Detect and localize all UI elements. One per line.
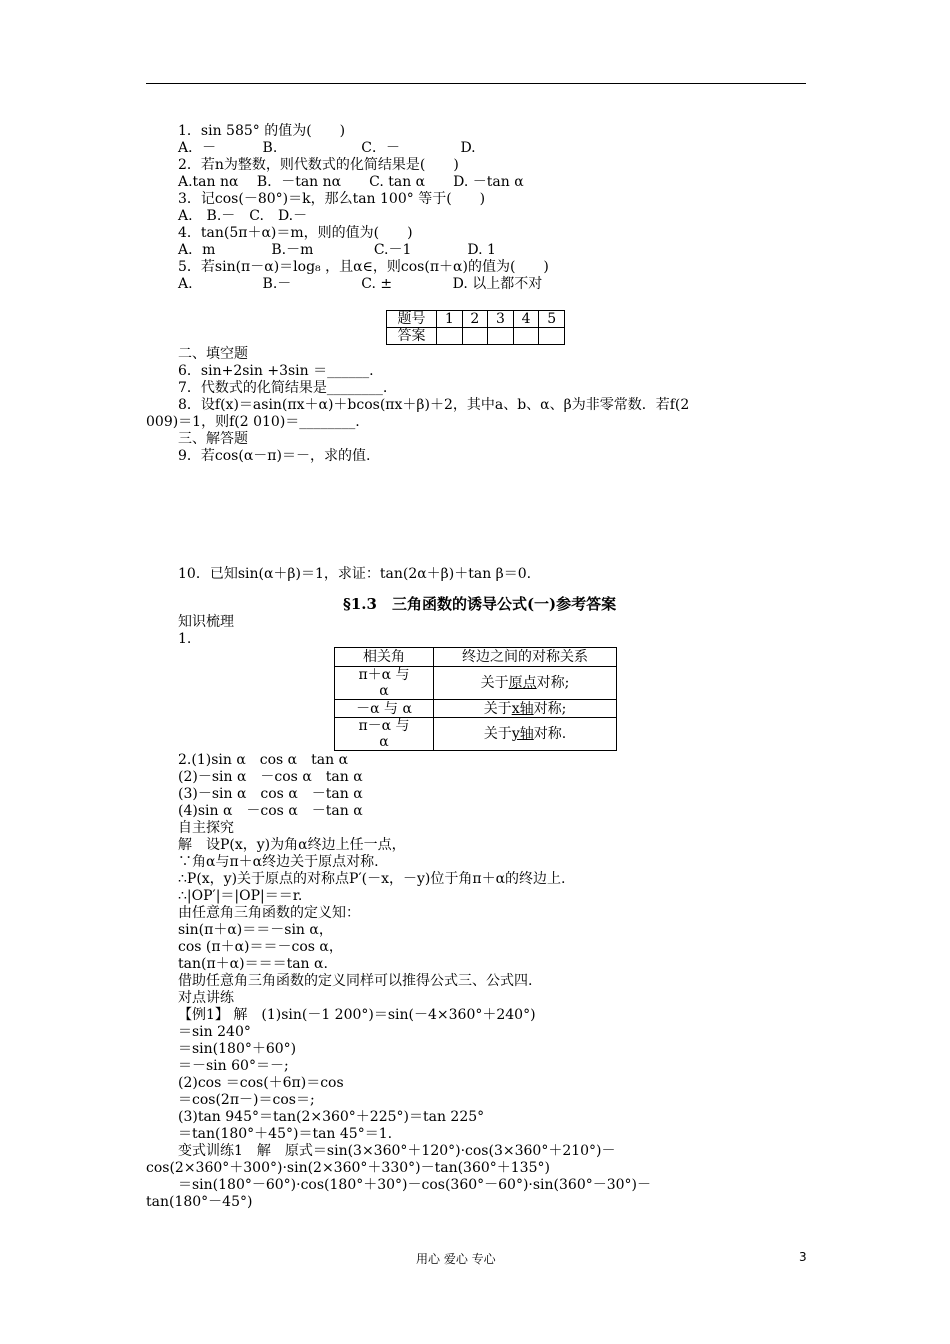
options-2: A.tan nα B．－tan nα C. tan α D. －tan α	[178, 174, 524, 190]
body-line: 自主探究	[178, 820, 234, 836]
body-line: ＝tan(180°＋45°)＝tan 45°＝1.	[178, 1126, 393, 1142]
relation-post: 对称;	[536, 675, 570, 691]
symmetry-angle	[335, 718, 434, 751]
symmetry-relation	[434, 667, 617, 700]
options-4: A．m B.－m C.－1 D. 1	[178, 242, 496, 258]
symmetry-relation	[434, 718, 617, 751]
body-line: ＝－sin 60°＝－;	[178, 1058, 289, 1074]
angle-line: π－α 与	[358, 718, 410, 734]
body-line: 2.(1)sin α cos α tan α	[178, 752, 349, 768]
body-line: cos (π＋α)＝＝－cos α，	[178, 939, 343, 955]
body-line: (3)tan 945°＝tan(2×360°＋225°)＝tan 225°	[178, 1109, 485, 1125]
options-1: A．－ B. C．－ D.	[178, 140, 476, 156]
relation-post: 对称;	[533, 700, 567, 717]
page-footer: 用心 爱心 专心	[416, 1252, 496, 1266]
answer-title: §1.3 三角函数的诱导公式(一)参考答案	[343, 595, 617, 613]
relation-key: x轴	[511, 700, 534, 717]
answer-table-cell: 1	[437, 311, 463, 328]
body-line: (2)cos ＝cos(＋6π)＝cos	[178, 1075, 344, 1091]
question-1: 1．sin 585° 的值为( )	[178, 123, 346, 139]
symmetry-header: 相关角	[335, 648, 434, 667]
answer-blank	[462, 328, 488, 345]
body-line: cos(2×360°＋300°)·sin(2×360°＋330°)－tan(360°＋135°)	[146, 1160, 550, 1176]
angle-line: α	[379, 734, 389, 750]
question-3: 3．记cos(－80°)＝k，那么tan 100° 等于( )	[178, 191, 486, 207]
question-8: 8．设f(x)＝asin(πx＋α)＋bcos(πx＋β)＋2，其中a、b、α、β为非零常数．若f(2	[178, 397, 690, 413]
relation-post: 对称.	[533, 726, 567, 742]
question-4: 4．tan(5π＋α)＝m，则的值为( )	[178, 225, 413, 241]
knowledge-item: 1.	[178, 631, 192, 647]
answer-table-cell: 5	[539, 311, 565, 328]
symmetry-angle	[335, 700, 434, 718]
section-heading: 三、解答题	[178, 431, 248, 447]
question-2: 2．若n为整数，则代数式的化简结果是( )	[178, 157, 459, 173]
body-line: ∴|OP′|＝|OP|＝＝r.	[178, 888, 303, 904]
symmetry-angle	[335, 667, 434, 700]
answer-table-cell: 题号	[387, 311, 437, 328]
body-line: ∴P(x，y)关于原点的对称点P′(－x，－y)位于角π＋α的终边上.	[178, 871, 566, 887]
body-line: (2)－sin α －cos α tan α	[178, 769, 363, 785]
body-line: 借助任意角三角函数的定义同样可以推得公式三、公式四.	[178, 973, 533, 989]
section-heading: 二、填空题	[178, 346, 248, 362]
body-line: tan(180°－45°)	[146, 1194, 253, 1210]
body-line: ＝sin(180°－60°)·cos(180°＋30°)－cos(360°－60°)·sin(360°－30°)－	[178, 1177, 652, 1193]
answer-blank	[437, 328, 463, 345]
answer-blank	[513, 328, 539, 345]
body-line: 变式训练1 解 原式＝sin(3×360°＋120°)·cos(3×360°＋210°)－	[178, 1143, 616, 1159]
body-line: 【例1】 解 (1)sin(－1 200°)＝sin(－4×360°＋240°)	[178, 1007, 536, 1023]
angle-line: －α 与 α	[356, 700, 412, 717]
options-5: A. B.－ C. ± D. 以上都不对	[178, 276, 543, 292]
body-line: ＝sin(180°＋60°)	[178, 1041, 297, 1057]
angle-line: α	[379, 683, 389, 699]
body-line: sin(π＋α)＝＝－sin α，	[178, 922, 333, 938]
symmetry-table	[334, 647, 617, 751]
answer-table-cell: 答案	[387, 328, 437, 345]
answer-table-cell: 2	[462, 311, 488, 328]
question-6: 6．sin+2sin +3sin ＝______.	[178, 363, 374, 379]
body-line: 对点讲练	[178, 990, 234, 1006]
answer-table	[386, 310, 565, 345]
body-line: ＝cos(2π－)＝cos＝;	[178, 1092, 315, 1108]
answer-blank	[488, 328, 514, 345]
options-3: A. B.－ C. D.－	[178, 208, 308, 224]
body-line: (3)－sin α cos α －tan α	[178, 786, 363, 802]
relation-pre: 关于	[483, 700, 512, 717]
header-rule	[146, 83, 806, 84]
question-5: 5．若sin(π－α)＝log₈ ，且α∈，则cos(π＋α)的值为( )	[178, 259, 549, 275]
body-line: ∵角α与π＋α终边关于原点对称.	[178, 854, 379, 870]
question-7: 7．代数式的化简结果是________.	[178, 380, 388, 396]
question-10: 10．已知sin(α＋β)＝1，求证：tan(2α＋β)＋tan β＝0.	[178, 566, 532, 582]
knowledge-heading: 知识梳理	[178, 614, 234, 630]
answer-blank	[539, 328, 565, 345]
body-line: 解 设P(x，y)为角α终边上任一点，	[178, 837, 406, 853]
symmetry-header: 终边之间的对称关系	[434, 648, 617, 667]
relation-pre: 关于	[480, 675, 509, 691]
relation-key: y轴	[511, 726, 534, 742]
relation-pre: 关于	[483, 726, 512, 742]
answer-table-cell: 3	[488, 311, 514, 328]
body-line: (4)sin α －cos α －tan α	[178, 803, 363, 819]
symmetry-relation	[434, 700, 617, 718]
question-8-cont: 009)＝1，则f(2 010)＝________.	[146, 414, 360, 430]
body-line: ＝sin 240°	[178, 1024, 251, 1040]
page-number: 3	[799, 1250, 807, 1264]
body-line: tan(π＋α)＝＝＝tan α.	[178, 956, 328, 972]
answer-table-cell: 4	[513, 311, 539, 328]
angle-line: π＋α 与	[358, 667, 410, 683]
relation-key: 原点	[508, 675, 537, 691]
body-line: 由任意角三角函数的定义知：	[178, 905, 360, 921]
question-9: 9．若cos(α－π)＝－，求的值.	[178, 448, 371, 464]
